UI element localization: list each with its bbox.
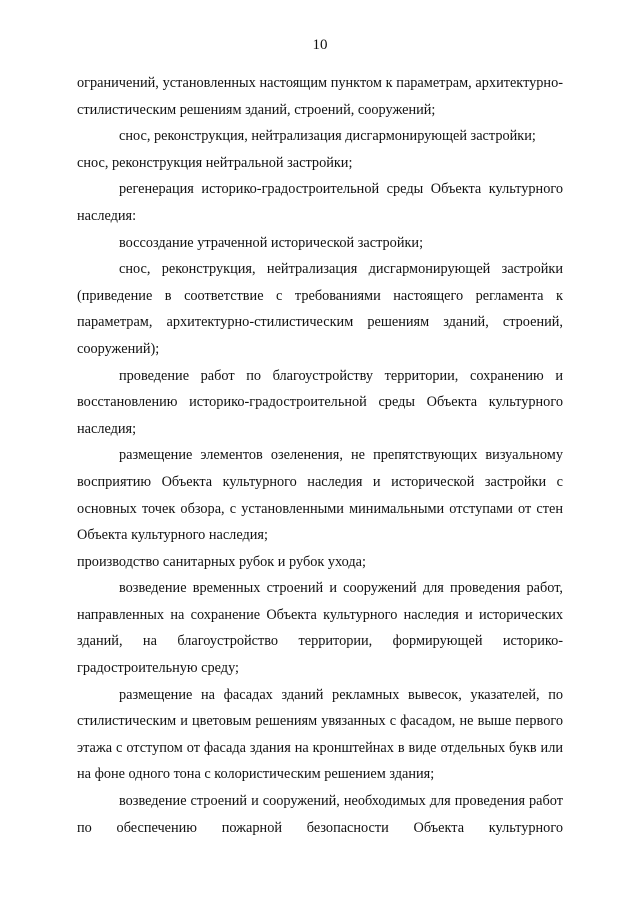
paragraph: снос, реконструкция, нейтрализация дисгармонирующей застройки (приведение в соответствие с требованиями настоящего регламента к параметрам, архитектурно-стилистическим решениям зданий, строений, сооружений); (77, 261, 563, 357)
page-number: 10 (312, 37, 328, 53)
paragraph: размещение на фасадах зданий рекламных вывесок, указателей, по стилистическим и цветовым решениям увязанных с фасадом, не выше первого этажа с отступом от фасада здания на кронштейнах в виде отдельных букв или на фоне одного тона с колористическим решением здания; (77, 686, 563, 783)
paragraph: проведение работ по благоустройству территории, сохранению и восстановлению историко-градостроительной среды Объекта культурного наследия; (77, 367, 563, 437)
paragraph: размещение элементов озеленения, не препятствующих визуальному восприятию Объекта культурного наследия и исторической застройки с основных точек обзора, с установленными минимальными отступами от стен Объекта культурного наследия; (77, 447, 563, 544)
paragraph: снос, реконструкция нейтральной застройки; (77, 154, 353, 171)
document-body (77, 70, 563, 841)
paragraph: воссоздание утраченной исторической застройки; (119, 234, 424, 251)
paragraph: возведение строений и сооружений, необходимых для проведения работ по обеспечению пожарной безопасности Объекта культурного (77, 793, 563, 836)
paragraph: ограничений, установленных настоящим пунктом к параметрам, архитектурно-стилистическим решениям зданий, строений, сооружений; (77, 75, 563, 118)
paragraph: снос, реконструкция, нейтрализация дисгармонирующей застройки; (119, 128, 536, 145)
paragraph: регенерация историко-градостроительной среды Объекта культурного наследия: (77, 181, 563, 224)
paragraph: производство санитарных рубок и рубок ухода; (77, 553, 366, 570)
paragraph: возведение временных строений и сооружений для проведения работ, направленных на сохранение Объекта культурного наследия и исторических зданий, на благоустройство территории, формирующей историко-градостроительную среду; (77, 580, 563, 677)
